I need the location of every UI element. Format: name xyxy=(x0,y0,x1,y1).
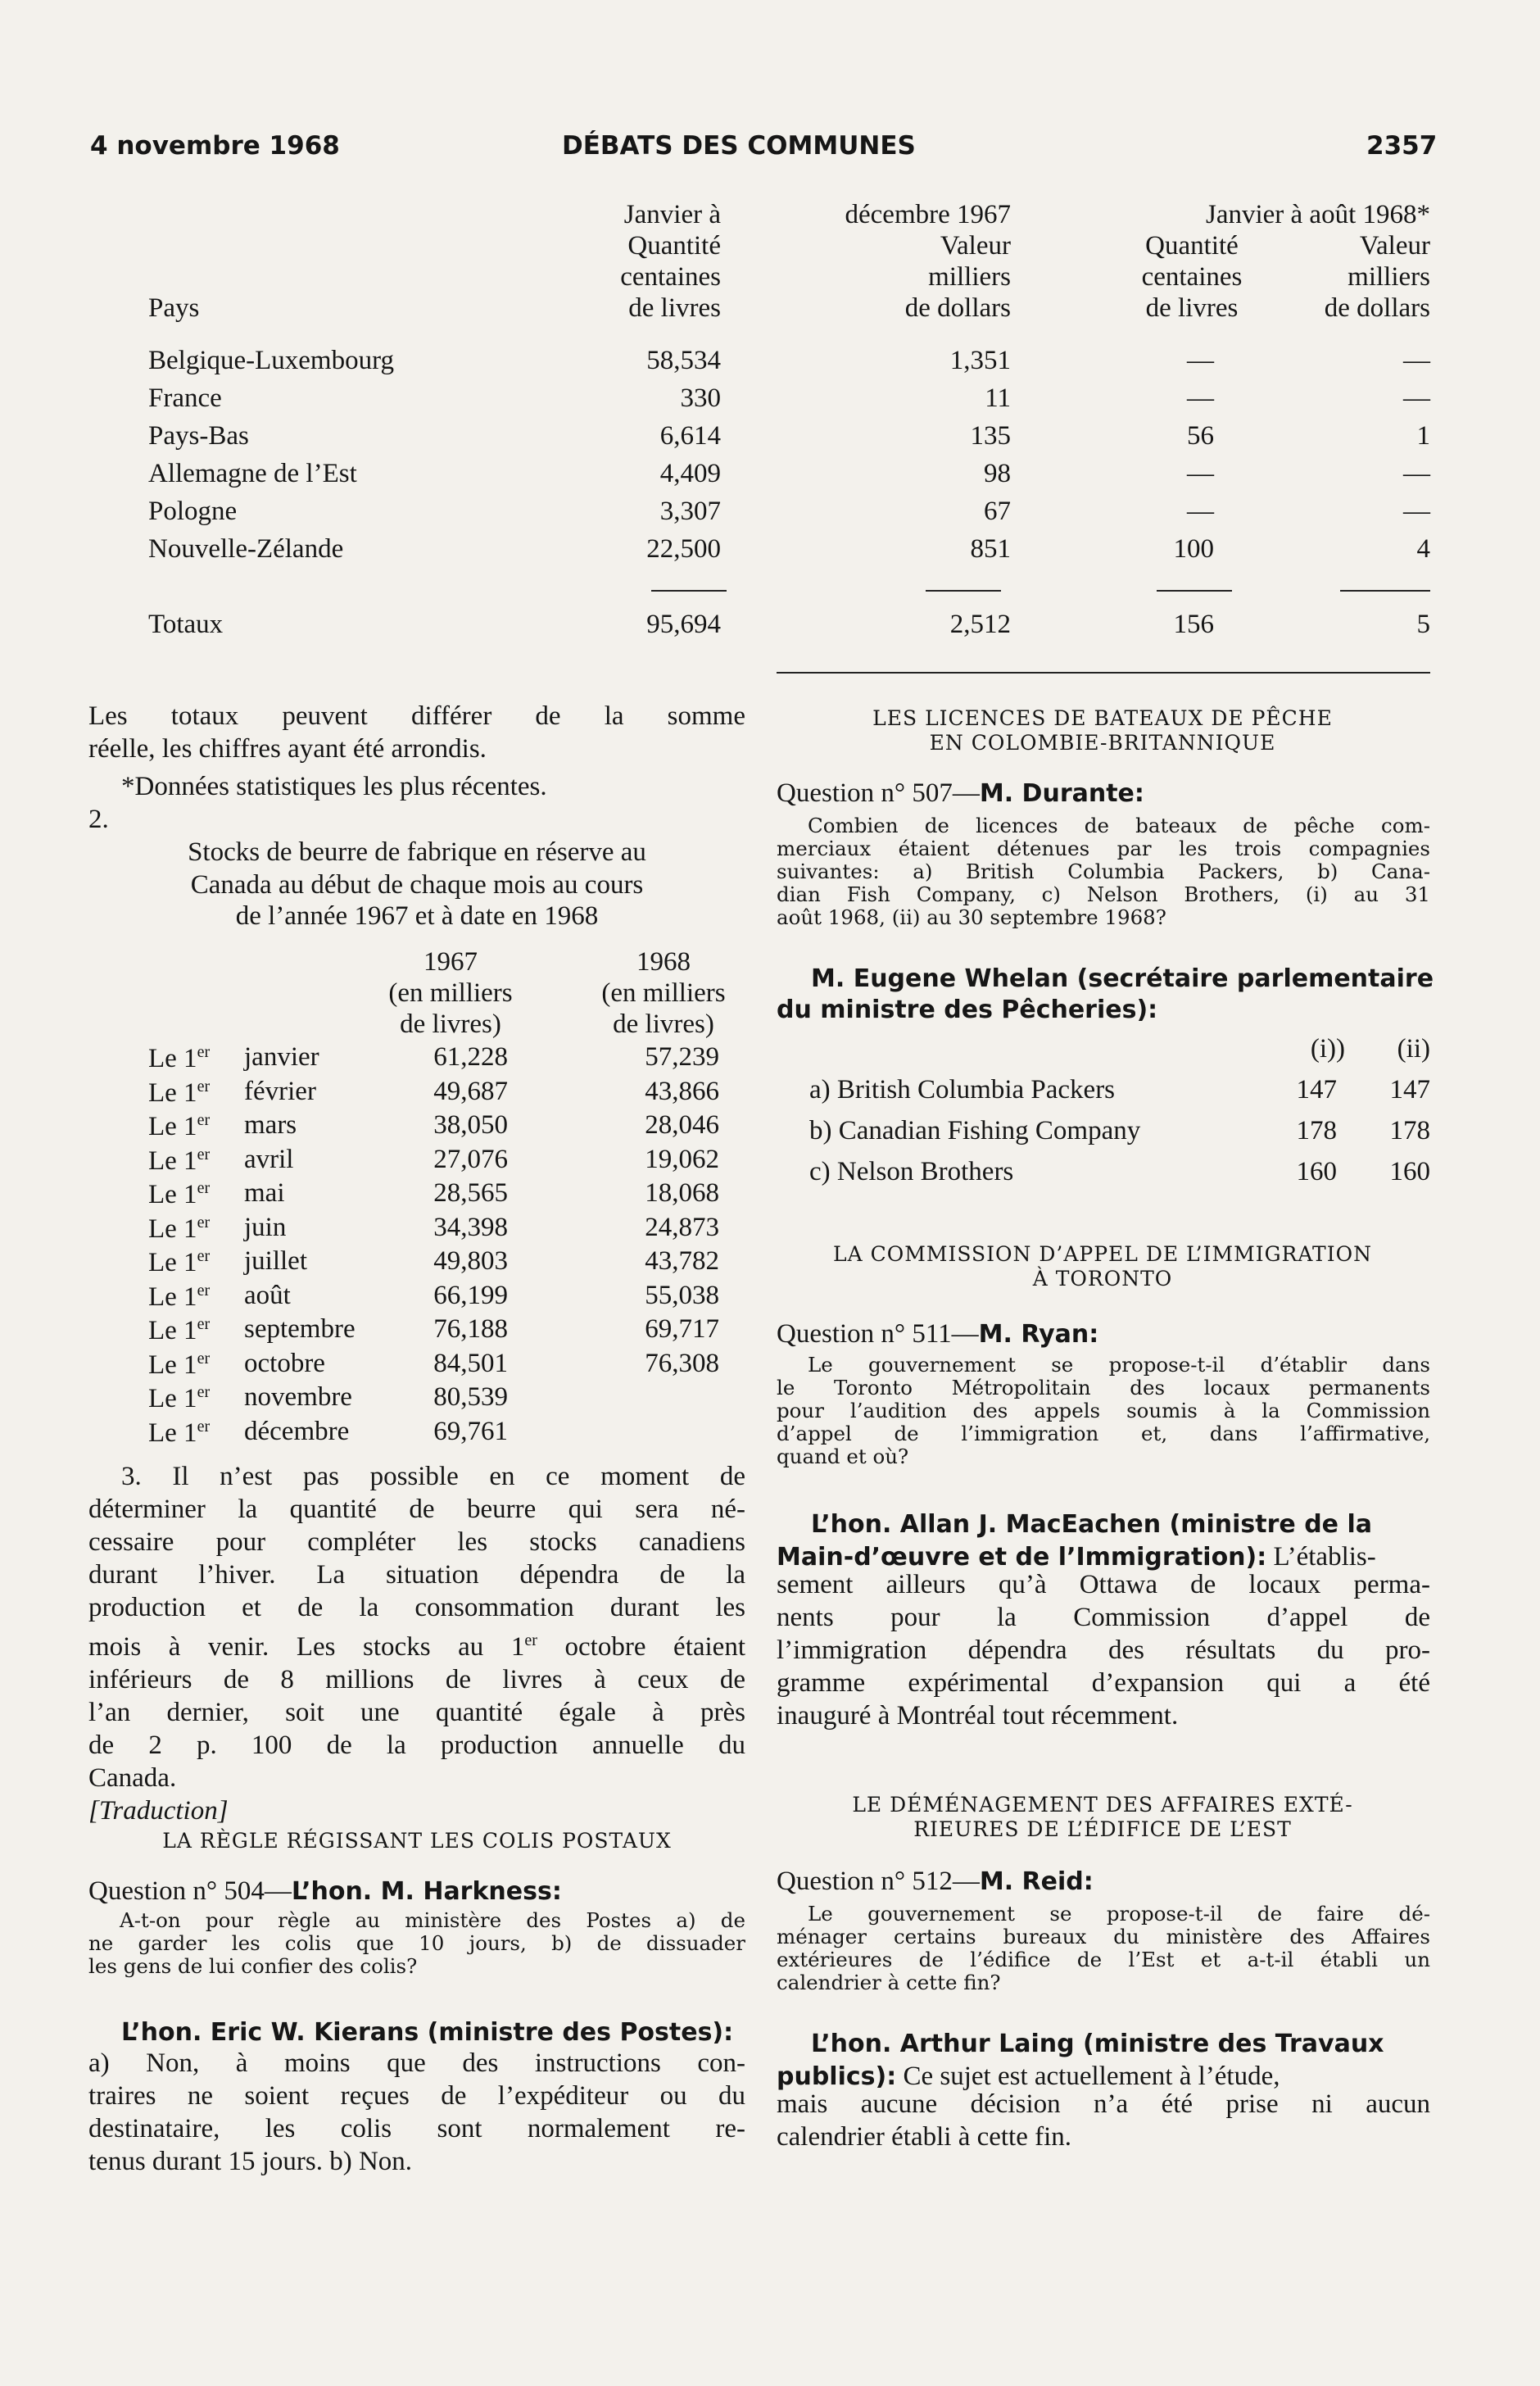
cell-ii: 178 xyxy=(1389,1116,1430,1145)
cell-day xyxy=(148,1282,210,1311)
cell-month: juin xyxy=(244,1212,287,1242)
sum-rule xyxy=(651,590,727,592)
item-number-2: 2. xyxy=(88,805,109,834)
cell-i: 160 xyxy=(1296,1157,1337,1186)
stock-col-1968-unit-b: de livres) xyxy=(613,1009,714,1039)
cell-day-text: Le 1 xyxy=(148,1145,197,1176)
cell-month: janvier xyxy=(244,1042,319,1072)
cell-day xyxy=(148,1078,210,1107)
cell-day xyxy=(148,1112,210,1141)
cell-v67: 67 xyxy=(984,497,1011,526)
question-504-text: A-t-on pour règle au ministère des Postes a) de ne garder les colis que 10 jours, b) de dissuader les gens de lui confier des colis? xyxy=(88,1908,745,1978)
laing-speaker-l2: publics): Ce sujet est actuellement à l’étude, xyxy=(777,2062,1280,2091)
cell-1967: 76,188 xyxy=(433,1314,508,1344)
cell-1967: 28,565 xyxy=(433,1178,508,1208)
cell-day-text: Le 1 xyxy=(148,1281,197,1312)
traduction-label: [Traduction] xyxy=(88,1796,229,1826)
paragraph-3: 3. Il n’est pas possible en ce moment de déterminer la quantité de beurre qui sera né- cessaire pour compléter les stocks canadiens durant l’hiver. La situation dépendra de la production et de la consommation durant les mois à venir. Les stocks au 1er octobre étaient inférieurs de 8 millions de livres à ceux de l’an dernier, soit une quantité égale à près de 2 p. 100 de la production annuelle du Canada. xyxy=(88,1462,745,1793)
table-end-rule xyxy=(777,672,1430,674)
licences-heading-l2: EN COLOMBIE-BRITANNIQUE xyxy=(929,731,1276,755)
total-q67: 95,694 xyxy=(646,610,721,639)
maceachen-answer: sement ailleurs qu’à Ottawa de locaux perma- nents pour la Commission d’appel de l’immigration dépendra des résultats du pro- gramme expérimental d’expansion qui a été inauguré à Montréal tout récemment. xyxy=(777,1570,1430,1731)
paragraph-3-line-6: mois à venir. Les stocks au 1er octobre étaient xyxy=(88,1631,745,1662)
col-head-v68-l4: de dollars xyxy=(1324,293,1430,323)
cell-1968: 69,717 xyxy=(645,1314,719,1344)
cell-day-sup: er xyxy=(197,1383,211,1401)
cell-v67: 851 xyxy=(970,534,1011,564)
cell-v68: — xyxy=(1403,497,1430,526)
stats-footnote: *Données statistiques les plus récentes. xyxy=(121,772,547,801)
cell-day xyxy=(148,1248,210,1277)
cell-pays: Allemagne de l’Est xyxy=(148,459,357,488)
header-page-number: 2357 xyxy=(1366,131,1438,161)
maceachen-speaker-l1: L’hon. Allan J. MacEachen (ministre de la xyxy=(811,1510,1372,1539)
question-504: Question n° 504—L’hon. M. Harkness: xyxy=(88,1876,562,1906)
col-head-pays: Pays xyxy=(148,293,200,323)
colis-heading: LA RÈGLE RÉGISSANT LES COLIS POSTAUX xyxy=(162,1829,672,1853)
cell-month: novembre xyxy=(244,1382,352,1412)
cell-month: septembre xyxy=(244,1314,356,1344)
stock-col-1967: 1967 xyxy=(424,947,478,977)
total-label: Totaux xyxy=(148,610,224,639)
cell-v67: 135 xyxy=(970,421,1011,451)
cell-company: a) British Columbia Packers xyxy=(809,1075,1116,1105)
cell-month: octobre xyxy=(244,1348,325,1378)
whelan-speaker-l1: M. Eugene Whelan (secrétaire parlementaire xyxy=(811,964,1434,993)
kierans-answer: a) Non, à moins que des instructions con- traires ne soient reçues de l’expéditeur ou du destinataire, les colis sont normalement re- tenus durant 15 jours. b) Non. xyxy=(88,2048,745,2176)
cell-day-sup: er xyxy=(197,1145,211,1164)
sum-rule xyxy=(1340,590,1430,592)
lic-col-i: (i)) xyxy=(1310,1034,1345,1064)
cell-day-sup: er xyxy=(197,1349,211,1368)
sum-rule xyxy=(926,590,1001,592)
cell-company: b) Canadian Fishing Company xyxy=(809,1116,1141,1145)
cell-1967: 34,398 xyxy=(433,1212,508,1242)
cell-1968: 24,873 xyxy=(645,1212,719,1242)
cell-q68: — xyxy=(1187,346,1214,375)
cell-month: août xyxy=(244,1280,291,1310)
total-v68: 5 xyxy=(1416,610,1430,639)
cell-1967: 38,050 xyxy=(433,1110,508,1140)
stock-col-1967-unit-a: (en milliers xyxy=(388,978,513,1008)
stock-col-1968-unit-a: (en milliers xyxy=(601,978,726,1008)
cell-q67: 4,409 xyxy=(659,459,721,488)
cell-1968: 57,239 xyxy=(645,1042,719,1072)
cell-q67: 3,307 xyxy=(659,497,721,526)
totals-note: Les totaux peuvent différer de la somme réelle, les chiffres ayant été arrondis. xyxy=(88,701,745,764)
cell-1967: 80,539 xyxy=(433,1382,508,1412)
cell-day-text: Le 1 xyxy=(148,1112,197,1141)
cell-v68: 1 xyxy=(1416,421,1430,451)
col-head-q67-l1: Janvier à xyxy=(623,200,721,229)
cell-v68: — xyxy=(1403,459,1430,488)
cell-q68: — xyxy=(1187,459,1214,488)
cell-q68: 100 xyxy=(1173,534,1214,564)
cell-day-text: Le 1 xyxy=(148,1316,197,1345)
cell-1968: 43,866 xyxy=(645,1076,719,1106)
cell-1968: 55,038 xyxy=(645,1280,719,1310)
cell-q68: — xyxy=(1187,497,1214,526)
cell-month: juillet xyxy=(244,1246,307,1276)
cell-1967: 49,803 xyxy=(433,1246,508,1276)
cell-day xyxy=(148,1180,210,1209)
cell-v68: 4 xyxy=(1416,534,1430,564)
cell-day-text: Le 1 xyxy=(148,1418,197,1448)
immigration-heading-l1: LA COMMISSION D’APPEL DE L’IMMIGRATION xyxy=(833,1242,1372,1266)
cell-day xyxy=(148,1316,210,1345)
cell-day xyxy=(148,1350,210,1379)
cell-day-text: Le 1 xyxy=(148,1213,197,1244)
cell-month: février xyxy=(244,1076,316,1106)
cell-day-sup: er xyxy=(197,1315,211,1333)
cell-company: c) Nelson Brothers xyxy=(809,1157,1014,1186)
cell-day-sup: er xyxy=(197,1179,211,1197)
cell-1967: 49,687 xyxy=(433,1076,508,1106)
col-head-68-l1: Janvier à août 1968* xyxy=(1205,200,1430,229)
cell-1968: 19,062 xyxy=(645,1144,719,1174)
question-512: Question n° 512—M. Reid: xyxy=(777,1867,1094,1896)
laing-speaker-l1: L’hon. Arthur Laing (ministre des Travaux xyxy=(811,2030,1384,2058)
cell-day-sup: er xyxy=(197,1111,211,1129)
cell-i: 147 xyxy=(1296,1075,1337,1105)
col-head-v67-l3: milliers xyxy=(928,262,1011,292)
cell-month: décembre xyxy=(244,1416,350,1446)
cell-ii: 160 xyxy=(1389,1157,1430,1186)
question-507-text: Combien de licences de bateaux de pêche com- merciaux étaient détenues par les trois compagnies suivantes: a) British Columbia Packers, b) Cana- dian Fish Company, c) Nelson Brothers, (i) au 31 août 1968, (ii) au 30 septembre 1968? xyxy=(777,814,1430,929)
cell-day-text: Le 1 xyxy=(148,1349,197,1380)
stock-col-1967-unit-b: de livres) xyxy=(400,1009,501,1039)
col-head-v68-l2: Valeur xyxy=(1359,231,1430,261)
total-q68: 156 xyxy=(1173,610,1214,639)
col-head-v67-l4: de dollars xyxy=(904,293,1011,323)
cell-1968: 43,782 xyxy=(645,1246,719,1276)
laing-answer: mais aucune décision n’a été prise ni aucun calendrier établi à cette fin. xyxy=(777,2089,1430,2152)
col-head-v68-l3: milliers xyxy=(1348,262,1430,292)
header-title: DÉBATS DES COMMUNES xyxy=(562,131,916,161)
stocks-title-l3: de l’année 1967 et à date en 1968 xyxy=(235,901,599,931)
cell-month: mai xyxy=(244,1178,285,1208)
cell-day xyxy=(148,1418,210,1447)
cell-day-sup: er xyxy=(197,1213,211,1232)
question-512-text: Le gouvernement se propose-t-il de faire dé- ménager certains bureaux du ministère des Affaires extérieures de l’édifice de l’Est et a-t-il établi un calendrier à cette fin? xyxy=(777,1902,1430,1994)
cell-day xyxy=(148,1146,210,1175)
cell-1967: 27,076 xyxy=(433,1144,508,1174)
immigration-heading-l2: À TORONTO xyxy=(1032,1267,1173,1291)
cell-v68: — xyxy=(1403,383,1430,413)
col-head-q67-l2: Quantité xyxy=(627,231,721,261)
cell-q68: — xyxy=(1187,383,1214,413)
cell-1967: 61,228 xyxy=(433,1042,508,1072)
licences-heading-l1: LES LICENCES DE BATEAUX DE PÊCHE xyxy=(872,706,1333,730)
total-v67: 2,512 xyxy=(949,610,1011,639)
maceachen-speaker-l2: Main-d’œuvre et de l’Immigration): L’établis- xyxy=(777,1542,1376,1572)
kierans-speaker: L’hon. Eric W. Kierans (ministre des Postes): xyxy=(121,2018,734,2047)
header-date: 4 novembre 1968 xyxy=(90,131,340,161)
stock-col-1968: 1968 xyxy=(636,947,691,977)
cell-q67: 22,500 xyxy=(646,534,721,564)
cell-1967: 84,501 xyxy=(433,1348,508,1378)
cell-day xyxy=(148,1044,210,1073)
cell-1967: 66,199 xyxy=(433,1280,508,1310)
cell-1968: 76,308 xyxy=(645,1348,719,1378)
cell-day-text: Le 1 xyxy=(148,1180,197,1209)
cell-1967: 69,761 xyxy=(433,1416,508,1446)
cell-pays: France xyxy=(148,383,222,413)
lic-col-ii: (ii) xyxy=(1397,1034,1430,1064)
cell-day-sup: er xyxy=(197,1247,211,1265)
sum-rule xyxy=(1157,590,1232,592)
cell-q68: 56 xyxy=(1187,421,1214,451)
cell-day-text: Le 1 xyxy=(148,1044,197,1073)
cell-day-sup: er xyxy=(197,1043,211,1061)
cell-v67: 1,351 xyxy=(949,346,1011,375)
cell-1968: 18,068 xyxy=(645,1178,719,1208)
col-head-v67-l1: décembre 1967 xyxy=(845,200,1011,229)
question-511-text: Le gouvernement se propose-t-il d’établir dans le Toronto Métropolitain des locaux permanents pour l’audition des appels soumis à la Commission d’appel de l’immigration et, dans l’affirmative, quand et où? xyxy=(777,1353,1430,1468)
col-head-v67-l2: Valeur xyxy=(940,231,1011,261)
cell-v68: — xyxy=(1403,346,1430,375)
cell-1968: 28,046 xyxy=(645,1110,719,1140)
cell-q67: 6,614 xyxy=(659,421,721,451)
col-head-q68-l3: centaines xyxy=(1141,262,1243,292)
cell-pays: Nouvelle-Zélande xyxy=(148,534,344,564)
stocks-title-l1: Stocks de beurre de fabrique en réserve au xyxy=(188,837,646,867)
cell-q67: 330 xyxy=(680,383,721,413)
cell-month: avril xyxy=(244,1144,294,1174)
cell-v67: 98 xyxy=(984,459,1011,488)
cell-ii: 147 xyxy=(1389,1075,1430,1105)
cell-day-sup: er xyxy=(197,1281,211,1300)
cell-pays: Belgique-Luxembourg xyxy=(148,346,394,375)
cell-v67: 11 xyxy=(985,383,1011,413)
stocks-title-l2: Canada au début de chaque mois au cours xyxy=(190,870,644,900)
cell-day-text: Le 1 xyxy=(148,1248,197,1277)
col-head-q68-l4: de livres xyxy=(1145,293,1239,323)
question-511: Question n° 511—M. Ryan: xyxy=(777,1319,1099,1349)
cell-day xyxy=(148,1384,210,1413)
demenagement-heading-l2: RIEURES DE L’ÉDIFICE DE L’EST xyxy=(913,1817,1292,1841)
cell-pays: Pays-Bas xyxy=(148,421,249,451)
col-head-q68-l2: Quantité xyxy=(1145,231,1239,261)
cell-i: 178 xyxy=(1296,1116,1337,1145)
col-head-q67-l4: de livres xyxy=(628,293,721,323)
cell-day-text: Le 1 xyxy=(148,1384,197,1413)
cell-day-sup: er xyxy=(197,1077,211,1095)
demenagement-heading-l1: LE DÉMÉNAGEMENT DES AFFAIRES EXTÉ- xyxy=(852,1793,1353,1817)
cell-day-text: Le 1 xyxy=(148,1077,197,1108)
col-head-q67-l3: centaines xyxy=(620,262,721,292)
question-507: Question n° 507—M. Durante: xyxy=(777,778,1144,808)
cell-day-sup: er xyxy=(197,1417,211,1436)
cell-pays: Pologne xyxy=(148,497,238,526)
cell-q67: 58,534 xyxy=(646,346,721,375)
whelan-speaker-l2: du ministre des Pêcheries): xyxy=(777,996,1158,1024)
cell-day xyxy=(148,1214,210,1243)
cell-month: mars xyxy=(244,1110,297,1140)
